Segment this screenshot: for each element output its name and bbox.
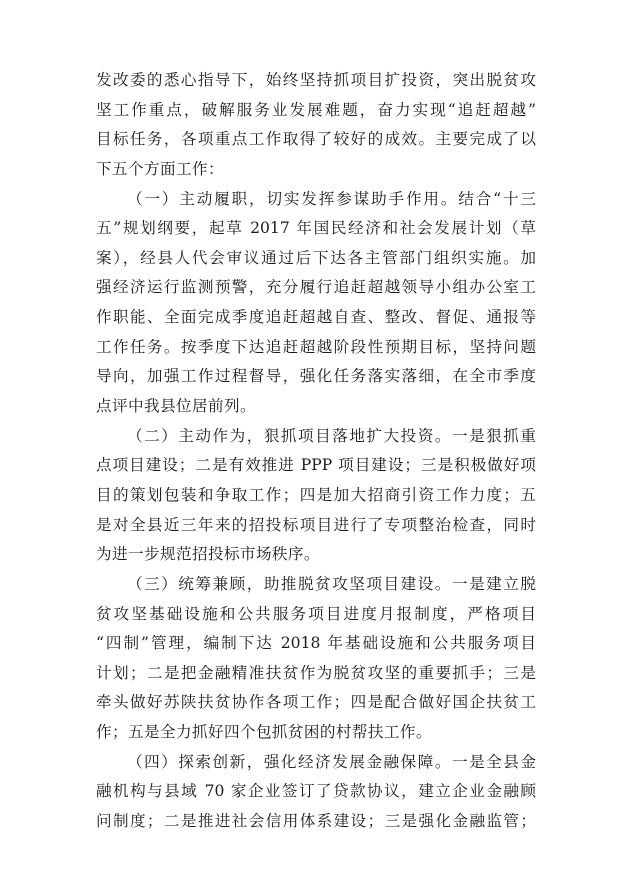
text-line: 强经济运行监测预警，充分履行追赶超越领导小组办公室工 <box>96 278 536 297</box>
text-line: 发改委的悉心指导下，始终坚持抓项目扩投资，突出脱贫攻 <box>96 71 536 89</box>
text-line: 为进一步规范招投标市场秩序。 <box>96 545 320 564</box>
paragraph-heading-4: （四）探索创新，强化经济发展金融保障。一是全县金 <box>127 752 536 771</box>
text-line: 计划；二是把金融精准扶贫作为脱贫攻坚的重要抓手；三是 <box>96 663 536 682</box>
text-line: 作；五是全力抓好四个包抓贫困的村帮扶工作。 <box>96 723 432 742</box>
text-line: 点项目建设；二是有效推进 PPP 项目建设；三是积极做好项 <box>96 456 536 475</box>
text-line: 贫攻坚基础设施和公共服务项目进度月报制度，严格项目 <box>96 604 536 623</box>
text-line: 作职能、全面完成季度追赶超越自查、整改、督促、通报等 <box>96 308 536 327</box>
paragraph-heading-1: （一）主动履职，切实发挥参谋助手作用。结合“十三 <box>127 189 536 208</box>
text-line: 目标任务，各项重点工作取得了较好的成效。主要完成了以 <box>96 130 536 149</box>
text-line: 问制度；二是推进社会信用体系建设；三是强化金融监管； <box>96 812 536 831</box>
text-line: 点评中我县位居前列。 <box>96 397 256 416</box>
text-line: 坚工作重点，破解服务业发展难题，奋力实现“追赶超越” <box>96 100 536 119</box>
text-line: “四制”管理，编制下达 2018 年基础设施和公共服务项目 <box>96 634 536 653</box>
paragraph-heading-3: （三）统筹兼顾，助推脱贫攻坚项目建设。一是建立脱 <box>127 574 536 593</box>
text-line: 案），经县人代会审议通过后下达各主管部门组织实施。加 <box>96 248 536 267</box>
text-line: 工作任务。按季度下达追赶超越阶段性预期目标，坚持问题 <box>96 337 536 356</box>
text-line: 目的策划包装和争取工作；四是加大招商引资工作力度；五 <box>96 485 536 504</box>
text-line: 下五个方面工作： <box>96 159 224 178</box>
text-line: 融机构与县域 70 家企业签订了贷款协议，建立企业金融顾 <box>96 782 536 801</box>
text-line: 牵头做好苏陕扶贫协作各项工作；四是配合做好国企扶贫工 <box>96 693 536 712</box>
text-line: 导向，加强工作过程督导，强化任务落实落细，在全市季度 <box>96 367 536 386</box>
paragraph-heading-2: （二）主动作为，狠抓项目落地扩大投资。一是狠抓重 <box>127 426 536 445</box>
document-body <box>96 66 536 837</box>
text-line: 五”规划纲要，起草 2017 年国民经济和社会发展计划（草 <box>96 219 536 238</box>
text-line: 是对全县近三年来的招投标项目进行了专项整治检查，同时 <box>96 515 536 534</box>
